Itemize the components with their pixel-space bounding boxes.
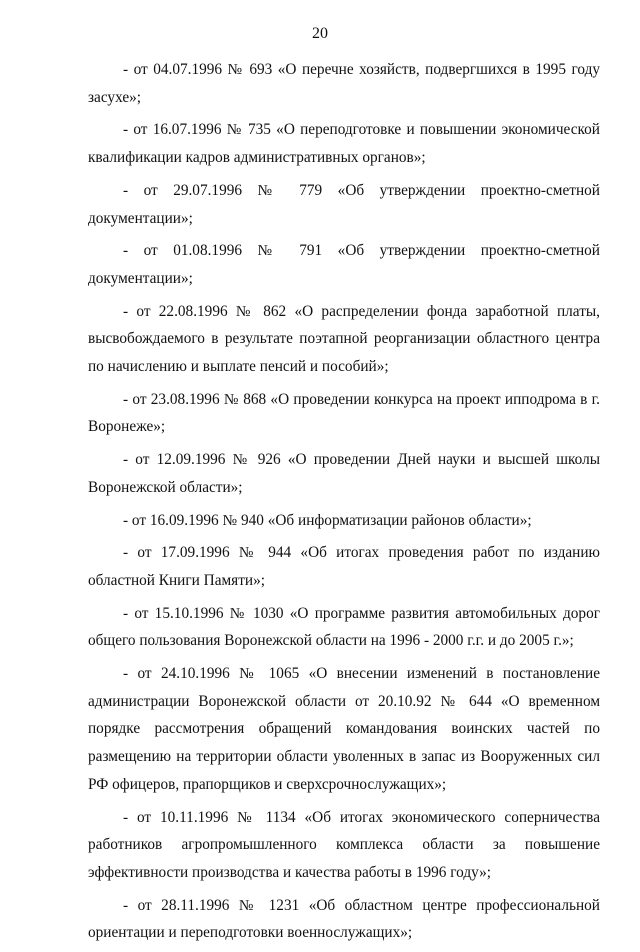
list-item: - от 12.09.1996 № 926 «О проведении Дней науки и высшей школы Воронежской области»;: [88, 451, 600, 496]
list-item: - от 28.11.1996 № 1231 «Об областном центре профессиональной ориентации и переподготовки военнослужащих»;: [88, 896, 600, 942]
list-item: - от 15.10.1996 № 1030 «О программе развития автомобильных дорог общего пользования Воронежской области на 1996 - 2000 г.г. и до 2005 г.»;: [88, 604, 600, 650]
list-item: - от 16.07.1996 № 735 «О переподготовке и повышении экономической квалификации кадров административных органов»;: [88, 121, 600, 167]
list-item: - от 16.09.1996 № 940 «Об информатизации районов области»;: [123, 511, 532, 529]
page-number: 20: [312, 25, 328, 42]
list-item: - от 29.07.1996 № 779 «Об утверждении проектно-сметной документации»;: [88, 181, 600, 227]
list-item: - от 04.07.1996 № 693 «О перечне хозяйств, подвергшихся в 1995 году засухе»;: [88, 61, 600, 106]
list-item: - от 22.08.1996 № 862 «О распределении фонда заработной платы, высвобождаемого в результате поэтапной реорганизации областного центра по начислению и выплате пенсий и пособий»;: [88, 302, 600, 376]
list-item: - от 10.11.1996 № 1134 «Об итогах экономического соперничества работников агропромышленного комплекса области за повышение эффективности производства и качества работы в 1996 году»;: [88, 808, 600, 881]
list-item: - от 17.09.1996 № 944 «Об итогах проведения работ по изданию областной Книги Памяти»;: [88, 544, 600, 589]
list-item: - от 01.08.1996 № 791 «Об утверждении проектно-сметной документации»;: [88, 242, 600, 287]
resolution-list: [88, 56, 600, 952]
list-item: - от 24.10.1996 № 1065 «О внесении изменений в постановление администрации Воронежской области от 20.10.92 № 644 «О временном порядке рассмотрения обращений командования воинских частей по размещению на территории области уволенных в запас из Вооруженных сил РФ офицеров, прапорщиков и сверхсрочнослужащих»;: [88, 665, 600, 793]
list-item: - от 23.08.1996 № 868 «О проведении конкурса на проект ипподрома в г. Воронеже»;: [88, 390, 600, 436]
